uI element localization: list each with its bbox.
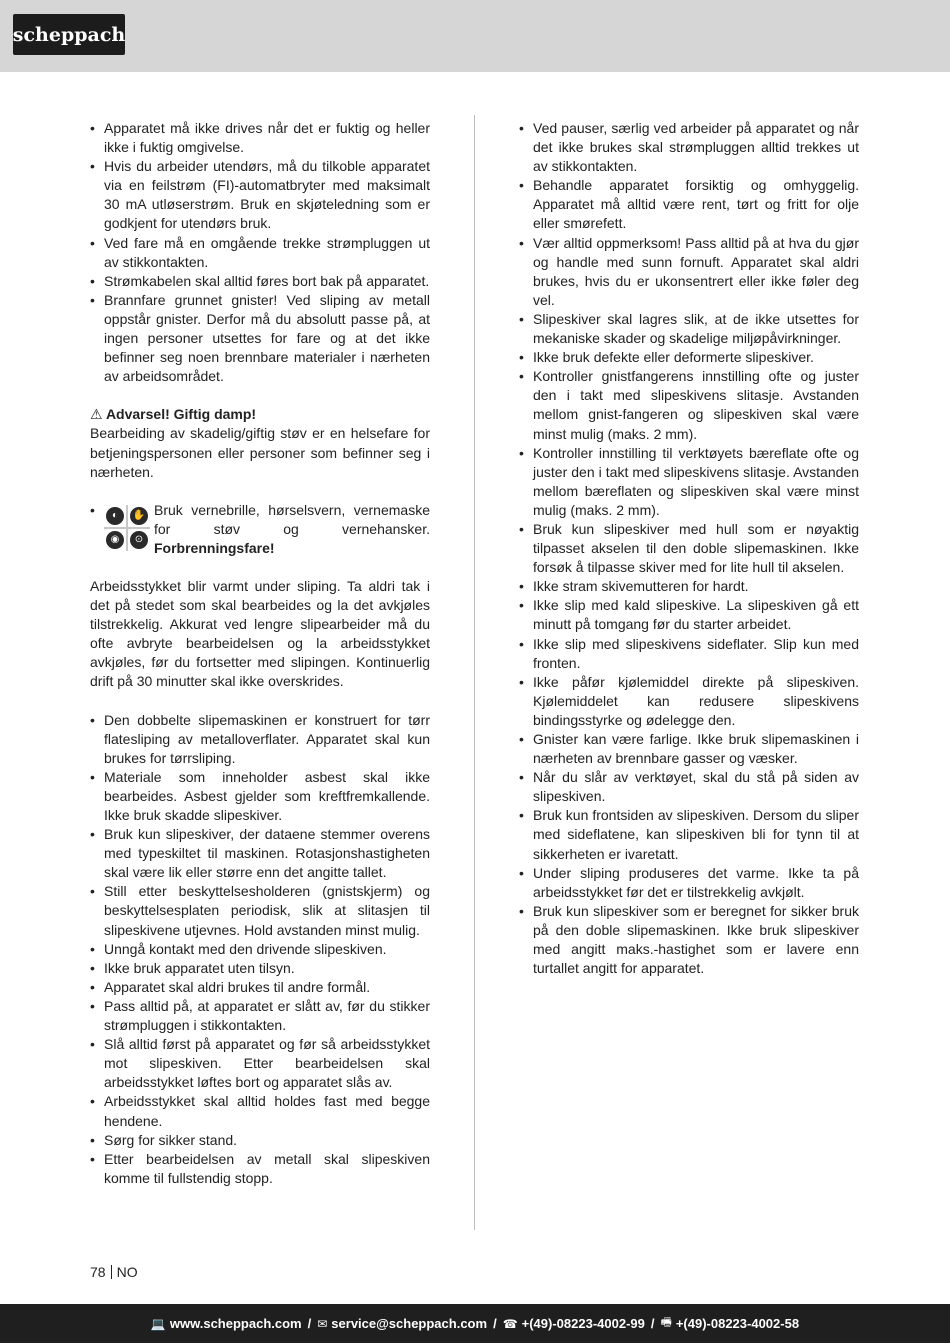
list-item: • Apparatet skal aldri brukes til andre formål. <box>90 978 430 997</box>
footer-website[interactable]: www.scheppach.com <box>169 1316 302 1331</box>
list-item: • Sørg for sikker stand. <box>90 1131 430 1150</box>
list-item: • Behandle apparatet forsiktig og omhyggelig. Apparatet må alltid være rent, tørt og fritt for olje eller smørefett. <box>519 176 859 233</box>
list-item: • Etter bearbeidelsen av metall skal slipeskiven komme til fullstendig stopp. <box>90 1150 430 1188</box>
ppe-text: Bruk vernebrille, hørselsvern, vernemaske for støv og vernehansker. <box>154 501 430 537</box>
page-language: NO <box>116 1264 138 1280</box>
warning-triangle-icon: ⚠ <box>90 406 103 423</box>
page-header <box>0 0 950 72</box>
ppe-instruction <box>90 501 430 558</box>
right-column <box>519 119 859 978</box>
list-item: • Når du slår av verktøyet, skal du stå på siden av slipeskiven. <box>519 768 859 806</box>
list-item: • Arbeidsstykket skal alltid holdes fast med begge hendene. <box>90 1092 430 1130</box>
list-item: • Pass alltid på, at apparatet er slått av, før du stikker strømpluggen i stikkontakten. <box>90 997 430 1035</box>
list-item: • Bruk kun slipeskiver som er beregnet for sikker bruk på den doble slipemaskinen. Ikke bruk slipeskiver med angitt maks.-hastighet som er lavere enn turtallet angitt for apparatet. <box>519 902 859 978</box>
list-item: • Hvis du arbeider utendørs, må du tilkoble apparatet via en feilstrøm (FI)-automatbryter med maksimalt 30 mA utløserstrøm. Bruk en skjøteledning som er godkjent for utendørs bruk. <box>90 157 430 233</box>
column-divider <box>474 115 475 1230</box>
computer-icon: 💻 <box>150 1316 166 1331</box>
footer-separator: / <box>650 1316 655 1331</box>
footer-separator: / <box>307 1316 312 1331</box>
list-item: • Ikke stram skivemutteren for hardt. <box>519 577 859 596</box>
list-item: • Unngå kontakt med den drivende slipeskiven. <box>90 940 430 959</box>
list-item: • Kontroller innstilling til verktøyets bæreflate ofte og juster den i takt med slipeskivens slitasje. Avstanden mellom bæreflaten og slipeskiven skal være minst mulig (maks. 2 mm). <box>519 444 859 520</box>
list-item: • Ikke slip med kald slipeskive. La slipeskiven gå ett minutt på tomgang før du starter arbeidet. <box>519 596 859 634</box>
safety-list-3 <box>519 119 859 978</box>
logo-text: scheppach <box>12 23 126 46</box>
list-item: • Ikke bruk apparatet uten tilsyn. <box>90 959 430 978</box>
mail-icon: ✉ <box>317 1316 328 1331</box>
list-item: • Strømkabelen skal alltid føres bort bak på apparatet. <box>90 272 430 291</box>
gloves-icon: ✋ <box>128 505 150 527</box>
list-item: • Vær alltid oppmerksom! Pass alltid på at hva du gjør og handle med sunn fornuft. Apparatet skal aldri brukes, hvis du er ukonsentrert eller ikke føler deg vel. <box>519 234 859 310</box>
list-item: • Apparatet må ikke drives når det er fuktig og heller ikke i fuktig omgivelse. <box>90 119 430 157</box>
footer-phone[interactable]: +(49)-08223-4002-99 <box>521 1316 645 1331</box>
heat-paragraph: Arbeidsstykket blir varmt under sliping. Ta aldri tak i det på stedet som skal bearbeides og la det avkjøles tilstrekkelig. Akkurat ved lengre slipearbeider må du ofte avbryte bearbeidelsen og la arbeidsstykket avkjøles, før du fortsetter med slipingen. Kontinuerlig drift på 30 minutter skal ikke overskrides. <box>90 577 430 690</box>
warning-heading <box>90 405 430 424</box>
page-footer <box>0 1304 950 1343</box>
page-number-value: 78 <box>90 1264 106 1280</box>
ear-protection-icon: • ◐ <box>104 505 126 527</box>
safety-list-1 <box>90 119 430 386</box>
list-item: • Materiale som inneholder asbest skal ikke bearbeides. Asbest gjelder som kreftfremkallende. Ikke bruk skadde slipeskiver. <box>90 768 430 825</box>
list-item: • Under sliping produseres det varme. Ikke ta på arbeidsstykket før det er tilstrekkelig avkjølt. <box>519 864 859 902</box>
list-item: • Slå alltid først på apparatet og før så arbeidsstykket mot slipeskiven. Etter bearbeidelsen skal arbeidsstykket løftes bort og apparatet slås av. <box>90 1035 430 1092</box>
list-item: • Ikke slip med slipeskivens sideflater. Slip kun med fronten. <box>519 635 859 673</box>
left-column <box>90 119 430 1188</box>
list-item: • Den dobbelte slipemaskinen er konstruert for tørr flatesliping av metalloverflater. Apparatet skal kun brukes for tørrsliping. <box>90 711 430 768</box>
footer-separator: / <box>493 1316 497 1331</box>
scheppach-logo <box>13 14 125 55</box>
warning-title: Advarsel! Giftig damp! <box>105 406 257 423</box>
burn-hazard-text: Forbrenningsfare! <box>154 539 275 556</box>
goggles-icon: ⊙ <box>128 529 150 551</box>
list-item: • Ikke påfør kjølemiddel direkte på slipeskiven. Kjølemiddelet kan redusere slipeskivens bindingsstyrke og ødelegge den. <box>519 673 859 730</box>
warning-text: Bearbeiding av skadelig/giftig støv er en helsefare for betjeningspersonen eller personer som befinner seg i nærheten. <box>90 425 430 480</box>
footer-email[interactable]: service@scheppach.com <box>331 1316 488 1331</box>
list-item: • Ved fare må en omgående trekke strømpluggen ut av stikkontakten. <box>90 234 430 272</box>
list-item: • Kontroller gnistfangerens innstilling ofte og juster den i takt med slipeskivens slitasje. Avstanden mellom gnist-fangeren og slipeskiven skal være minst mulig (maks. 2 mm). <box>519 367 859 443</box>
phone-icon: ☎ <box>502 1316 518 1331</box>
list-item: • Bruk kun slipeskiver med hull som er nøyaktig tilpasset akselen til den doble slipemaskinen. Ikke forsøk å tilpasse skiver med for lite hull til akselen. <box>519 520 859 577</box>
list-item: • Bruk kun slipeskiver, der dataene stemmer overens med typeskiltet til maskinen. Rotasjonshastigheten skal være lik eller større enn det angitte tallet. <box>90 825 430 882</box>
footer-fax: +(49)-08223-4002-58 <box>675 1316 800 1331</box>
mask-icon: ◉ <box>104 529 126 551</box>
list-item: • Still etter beskyttelsesholderen (gnistskjerm) og beskyttelsesplaten periodisk, slik at slitasjen til slipeskivene utjevnes. Hold avstanden minst mulig. <box>90 882 430 939</box>
safety-list-2 <box>90 711 430 1188</box>
list-item: • Ved pauser, særlig ved arbeider på apparatet og når det ikke brukes skal strømpluggen alltid trekkes ut av stikkontakten. <box>519 119 859 176</box>
list-item: • Gnister kan være farlige. Ikke bruk slipemaskinen i nærheten av brennbare gasser og væsker. <box>519 730 859 768</box>
page-number <box>90 1264 138 1280</box>
list-item: • Brannfare grunnet gnister! Ved sliping av metall oppstår gnister. Derfor må du absolutt passe på, at ingen personer utsettes for fare og at det ikke befinner seg noen brennbare materialer i nærheten av arbeidsområdet. <box>90 291 430 386</box>
list-item: • Bruk kun frontsiden av slipeskiven. Dersom du sliper med sideflatene, kan slipeskiven bli for tynn til at sikkerheten er ivaretatt. <box>519 806 859 863</box>
ppe-icons <box>104 505 150 551</box>
list-item: • Ikke bruk defekte eller deformerte slipeskiver. <box>519 348 859 367</box>
fax-icon: 🖷 <box>660 1315 672 1329</box>
list-item: • Slipeskiver skal lagres slik, at de ikke utsettes for mekaniske skader og skadelige miljøpåvirkninger. <box>519 310 859 348</box>
